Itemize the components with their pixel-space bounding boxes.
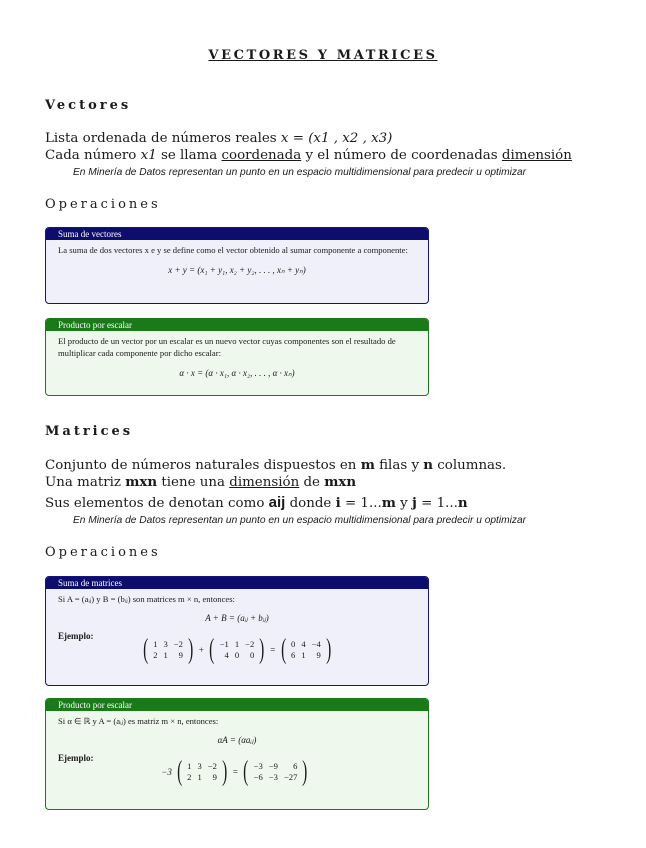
matrix-cell: 3	[197, 761, 202, 771]
box-suma-matrices	[45, 576, 429, 686]
text: Cada número	[45, 148, 141, 163]
text: filas y	[374, 458, 424, 473]
matrix-cell: −6	[253, 772, 263, 782]
scalar-value: −3	[161, 767, 172, 777]
example-label: Ejemplo:	[58, 631, 94, 641]
matrix-cell: 1	[301, 650, 306, 660]
matrix-row	[288, 639, 324, 650]
vectores-line-2	[45, 148, 572, 163]
matrix-cell: 6	[291, 650, 296, 660]
text: mxn	[324, 474, 357, 490]
text: de	[299, 475, 325, 490]
text: m	[381, 495, 396, 511]
left-paren: (	[243, 756, 249, 787]
matrix-cell: 0	[291, 639, 296, 649]
matrix-table	[251, 761, 301, 783]
text: donde	[285, 496, 336, 511]
matrices-line-1	[45, 457, 506, 473]
vectores-note: En Minería de Datos representan un punto en un espacio multidimensional para predecir u optimizar	[73, 167, 527, 178]
text: i	[335, 495, 341, 511]
term-coordenada: coordenada	[221, 148, 302, 163]
box-text: La suma de dos vectores x e y se define como el vector obtenido al sumar componente a componente:	[58, 245, 408, 255]
matrix-example	[46, 758, 428, 786]
matrix-result	[279, 636, 333, 664]
right-paren: )	[302, 756, 308, 787]
matrix-cell: −3	[253, 761, 263, 771]
matrix-row	[184, 772, 220, 783]
text: x1	[140, 148, 157, 163]
box-formula: x + y = (x₁ + y₁, x₂ + y₂, . . . , xₙ + yₙ)	[168, 265, 306, 275]
vectores-line-1	[45, 131, 392, 146]
matrix-cell: 1	[234, 639, 240, 649]
matrix-cell: −4	[311, 639, 321, 649]
text: Sus elementos de denotan como	[45, 496, 269, 511]
page-title: VECTORES Y MATRICES	[208, 48, 438, 63]
matrix-cell: −9	[268, 761, 278, 771]
matrix-table	[150, 639, 186, 661]
text: = 1...	[416, 496, 458, 511]
box-header: Producto por escalar	[46, 319, 428, 331]
matrices-line-2	[45, 474, 356, 490]
matrix-cell: −2	[207, 761, 217, 771]
plus-operator: +	[198, 645, 205, 655]
text: y	[395, 496, 412, 511]
matrix-cell: 0	[234, 650, 240, 660]
matrix-cell: 9	[212, 772, 217, 782]
matrix-row	[217, 639, 258, 650]
text: mxn	[125, 474, 158, 490]
text: se llama	[156, 148, 222, 163]
term-dimension: dimensión	[501, 148, 572, 163]
matrix-cell: 1	[187, 761, 192, 771]
text: Lista ordenada de números reales	[45, 131, 281, 146]
matrix-2	[207, 636, 266, 664]
matrix-1	[141, 636, 195, 664]
matrix-row	[150, 639, 186, 650]
matrices-line-3	[45, 494, 468, 511]
matrix-row	[251, 761, 301, 772]
box-formula: A + B = (aᵢⱼ + bᵢⱼ)	[205, 613, 269, 623]
vector-formula: x = (x1 , x2 , x3)	[280, 131, 393, 146]
matrix-table	[217, 639, 258, 661]
box-header: Producto por escalar	[46, 699, 428, 711]
left-paren: (	[142, 634, 149, 665]
left-paren: (	[176, 756, 183, 787]
matrix-example	[46, 636, 428, 664]
matrix-row	[251, 772, 301, 783]
text: Conjunto de números naturales dispuestos en	[45, 458, 361, 473]
matrix-cell: 9	[178, 650, 183, 660]
section-heading-matrices: Matrices	[45, 424, 134, 439]
element-notation: aij	[268, 494, 286, 511]
box-text: Si α ∈ ℝ y A = (aᵢⱼ) es matriz m × n, entonces:	[58, 716, 219, 726]
right-paren: )	[325, 634, 332, 665]
matrix-row	[184, 761, 220, 772]
box-formula: α · x = (α · x₁, α · x₂, . . . , α · xₙ)	[179, 368, 295, 378]
box-producto-escalar-matriz	[45, 698, 429, 810]
matrix-cell: −27	[283, 772, 298, 782]
matrix-cell: 4	[224, 650, 229, 660]
right-paren: )	[259, 634, 265, 665]
term-dimension: dimensión	[229, 475, 300, 490]
text: n	[423, 457, 434, 473]
matrix-cell: −2	[245, 639, 255, 649]
box-header: Suma de matrices	[46, 577, 428, 589]
matrix-cell: 6	[293, 761, 298, 771]
right-paren: )	[222, 756, 228, 787]
matrix-cell: −3	[268, 772, 278, 782]
matrix-result	[241, 758, 309, 786]
matrix-row	[150, 650, 186, 661]
example-label: Ejemplo:	[58, 753, 94, 763]
text: n	[457, 495, 468, 511]
text: m	[360, 457, 375, 473]
text: Una matriz	[45, 475, 126, 490]
left-paren: (	[280, 634, 286, 665]
matrix-cell: 4	[301, 639, 306, 649]
text: tiene una	[157, 475, 230, 490]
box-producto-escalar-vector	[45, 318, 429, 396]
left-paren: (	[209, 634, 215, 665]
box-formula: αA = (αaᵢⱼ)	[217, 735, 257, 745]
matrix-cell: 1	[197, 772, 202, 782]
box-header: Suma de vectores	[46, 228, 428, 240]
matrix-row	[288, 650, 324, 661]
matrix-cell: 1	[163, 650, 168, 660]
matrix-table	[288, 639, 324, 661]
matrix-1	[175, 758, 229, 786]
matrices-note: En Minería de Datos representan un punto en un espacio multidimensional para predecir u optimizar	[73, 515, 527, 526]
matrix-cell: 1	[153, 639, 158, 649]
text: = 1...	[340, 496, 382, 511]
box-text: El producto de un vector por un escalar es un nuevo vector cuyas componentes son el resultado de multiplicar cada componente por dicho escalar:	[58, 336, 396, 358]
matrix-cell: −1	[219, 639, 229, 649]
matrix-cell: 2	[187, 772, 192, 782]
section-heading-operaciones-matrices: Operaciones	[45, 545, 161, 560]
text: columnas.	[433, 458, 507, 473]
text: j	[411, 495, 417, 511]
section-heading-operaciones-vectores: Operaciones	[45, 197, 161, 212]
equals-operator: =	[269, 645, 276, 655]
matrix-cell: 9	[316, 650, 321, 660]
equals-operator: =	[232, 767, 239, 777]
box-text: Si A = (aᵢⱼ) y B = (bᵢⱼ) son matrices m × n, entonces:	[58, 594, 235, 604]
text: y el número de coordenadas	[301, 148, 502, 163]
matrix-cell: 2	[153, 650, 158, 660]
matrix-cell: 0	[250, 650, 255, 660]
section-heading-vectores: Vectores	[45, 98, 132, 113]
right-paren: )	[188, 634, 194, 665]
matrix-table	[184, 761, 220, 783]
box-suma-vectores	[45, 227, 429, 304]
matrix-row	[217, 650, 258, 661]
matrix-cell: 3	[163, 639, 168, 649]
matrix-cell: −2	[173, 639, 183, 649]
